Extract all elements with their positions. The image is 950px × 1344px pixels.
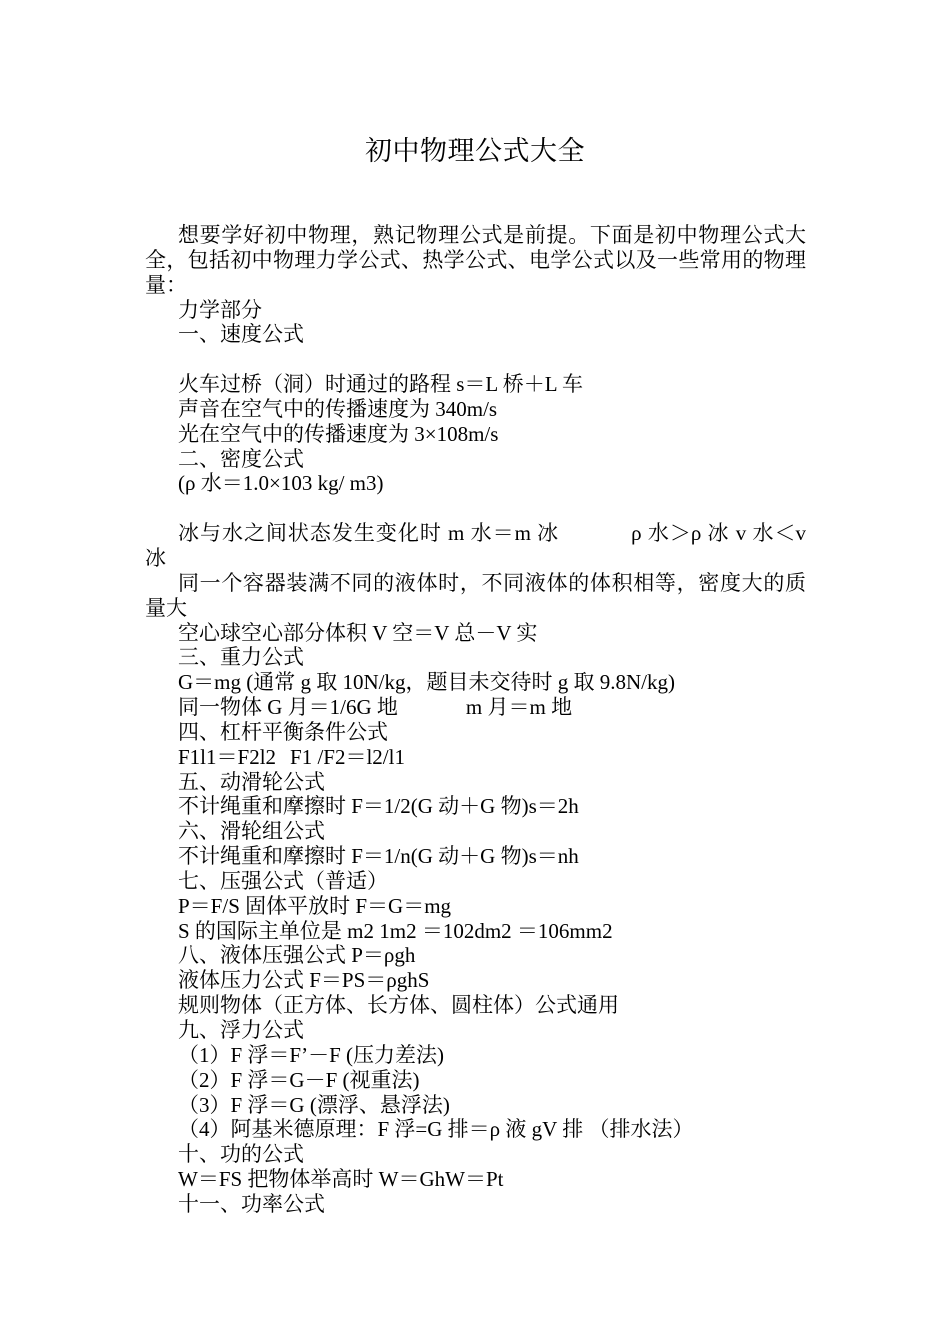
formula-line: (ρ 水＝1.0×103 kg/ m3): [178, 471, 384, 496]
text-segment: F1 /F2＝l2/l1: [290, 744, 405, 769]
section-heading-pulley-block: 六、滑轮组公式: [178, 819, 325, 844]
document-body: [145, 223, 806, 1217]
section-heading-mechanics: 力学部分: [178, 297, 262, 322]
formula-line: 不计绳重和摩擦时 F＝1/n(G 动＋G 物)s＝nh: [178, 844, 579, 869]
formula-line: 不计绳重和摩擦时 F＝1/2(G 动＋G 物)s＝2h: [178, 794, 579, 819]
text-line: 光在空气中的传播速度为 3×108m/s: [178, 421, 499, 446]
blank-line: [145, 347, 806, 372]
formula-line: 液体压力公式 F＝PS＝ρghS: [178, 968, 430, 993]
section-heading-liquid-pressure: 八、液体压强公式 P＝ρgh: [178, 943, 416, 968]
blank-line: [145, 496, 806, 521]
intro-paragraph: 想要学好初中物理，熟记物理公式是前提。下面是初中物理公式大全，包括初中物理力学公式、热学公式、电学公式以及一些常用的物理量：: [145, 223, 806, 297]
text-line: [145, 695, 806, 720]
formula-line: S 的国际主单位是 m2 1m2 ＝102dm2 ＝106mm2: [178, 918, 613, 943]
text-line: 空心球空心部分体积 V 空＝V 总－V 实: [178, 620, 538, 645]
text-segment: 冰与水之间状态发生变化时 m 水＝m 冰: [178, 521, 560, 546]
section-heading-power: 十一、功率公式: [178, 1191, 325, 1216]
formula-line: （2）F 浮＝G－F (视重法): [178, 1067, 420, 1092]
section-heading-lever: 四、杠杆平衡条件公式: [178, 719, 388, 744]
text-segment: ρ 水＞ρ 冰 v 水＜v 冰: [145, 521, 806, 570]
text-line: 同一个容器装满不同的液体时，不同液体的体积相等，密度大的质量大: [145, 570, 806, 620]
formula-line: P＝F/S 固体平放时 F＝G＝mg: [178, 893, 452, 918]
text-line: 声音在空气中的传播速度为 340m/s: [178, 396, 498, 421]
section-heading-pressure: 七、压强公式（普适）: [178, 868, 388, 893]
formula-line: （3）F 浮＝G (漂浮、悬浮法): [178, 1092, 450, 1117]
section-heading-speed: 一、速度公式: [178, 322, 304, 347]
section-heading-work: 十、功的公式: [178, 1142, 304, 1167]
formula-line: （1）F 浮＝F’－F (压力差法): [178, 1042, 445, 1067]
text-line: 火车过桥（洞）时通过的路程 s＝L 桥＋L 车: [178, 372, 584, 397]
document-title: 初中物理公式大全: [365, 136, 585, 167]
text-line: 规则物体（正方体、长方体、圆柱体）公式通用: [178, 993, 619, 1018]
section-heading-movable-pulley: 五、动滑轮公式: [178, 769, 325, 794]
formula-line: （4）阿基米德原理：F 浮=G 排＝ρ 液 gV 排 （排水法）: [178, 1117, 694, 1142]
text-segment: F1l1＝F2l2: [178, 744, 277, 769]
formula-line: [145, 745, 806, 770]
text-segment: m 月＝m 地: [465, 695, 573, 720]
formula-line: G＝mg (通常 g 取 10N/kg，题目未交待时 g 取 9.8N/kg): [178, 670, 675, 695]
section-heading-gravity: 三、重力公式: [178, 645, 304, 670]
formula-line: W＝FS 把物体举高时 W＝GhW＝Pt: [178, 1167, 504, 1192]
section-heading-buoyancy: 九、浮力公式: [178, 1018, 304, 1042]
text-line: [145, 521, 806, 571]
text-segment: 同一物体 G 月＝1/6G 地: [178, 695, 398, 720]
section-heading-density: 二、密度公式: [178, 446, 304, 471]
